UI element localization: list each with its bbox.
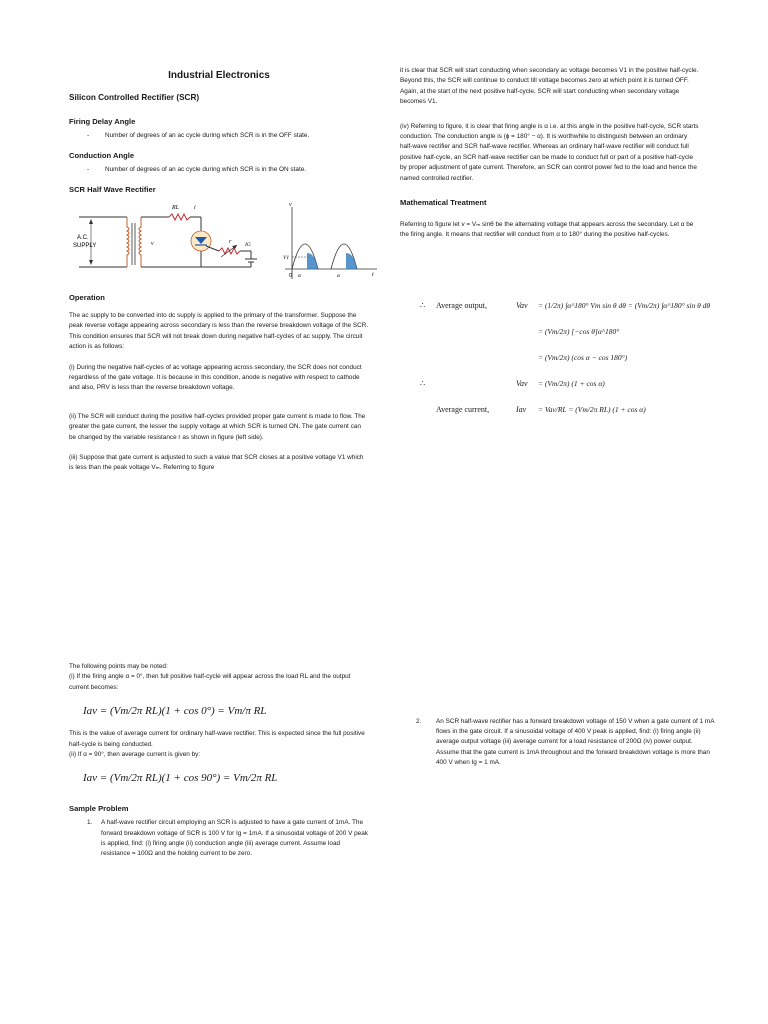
note-i-after: This is the value of average current for ordinary half-wave rectifier. This is expected since the full positive half-cycle is being conducted. bbox=[69, 730, 365, 748]
scr-circuit-diagram bbox=[69, 199, 379, 289]
math-paragraph: Referring to figure let v = Vₘ sinθ be the alternating voltage that appears across the secondary. Let α be the firing angle. It means that rectifier will conduct from α to 180° during the positive half-cycles. bbox=[400, 221, 694, 239]
eq-line-3 bbox=[420, 344, 720, 370]
x-axis-label: t bbox=[372, 272, 374, 278]
operation-item-ii: (ii) The SCR will conduct during the positive half-cycles provided proper gate current is made to flow. The greater the gate current, the lesser the supply voltage at which SCR is turned ON. The gate current can be changed by the variable resistance r as shown in figure (left side). bbox=[69, 412, 366, 441]
conduction-bullet: - Number of degrees of an ac cycle during which SCR is in the ON state. bbox=[87, 166, 307, 173]
sample-2-text: An SCR half-wave rectifier has a forward breakdown voltage of 150 V when a gate current of 1 mA flows in the gate circuit. If a sinusoidal voltage of 400 V peak is applied, find: (i) firing angle (ii) average output voltage (iii) average current for a load resistance of 200Ω (iv) power output. Assume that the gate current is 1mA throughout and the forward breakdown voltage is more than 400 V when Ig = 1 mA. bbox=[436, 718, 715, 766]
sample-problem-2 bbox=[416, 717, 716, 768]
eq-line-1-rhs: = (1/2π) ∫α^180° Vm sin θ dθ = (Vm/2π) ∫α^180° sin θ dθ bbox=[538, 300, 711, 310]
avg-current-label: Average current, bbox=[436, 404, 490, 414]
conduction-heading: Conduction Angle bbox=[69, 151, 135, 160]
sample-1-number: 1. bbox=[87, 819, 93, 827]
left-lower-block bbox=[69, 662, 369, 859]
eq-line-4-rhs: = (Vm/2π) (1 + cos α) bbox=[538, 378, 605, 388]
note-ii-equation bbox=[69, 760, 369, 796]
alpha-label-2: α bbox=[337, 273, 340, 279]
i-label: i bbox=[194, 205, 196, 211]
eq-line-4 bbox=[420, 370, 720, 396]
r-label: r bbox=[229, 239, 232, 245]
right-column bbox=[400, 66, 700, 241]
section-heading-scr: Silicon Controlled Rectifier (SCR) bbox=[69, 93, 200, 102]
therefore-symbol-1: ∴ bbox=[420, 300, 426, 310]
document-title: Industrial Electronics bbox=[168, 70, 270, 81]
supply-label-1: A.C. bbox=[77, 235, 89, 241]
sample-heading: Sample Problem bbox=[69, 804, 129, 814]
note-i-equation-text: Iav = (Vm/2π RL)(1 + cos 0°) = Vm/π RL bbox=[83, 705, 267, 718]
left-column bbox=[69, 66, 374, 474]
notes-heading: The following points may be noted: bbox=[69, 663, 168, 670]
v-label: v bbox=[151, 241, 154, 247]
firing-bullet: - Number of degrees of an ac cycle during which SCR is in the OFF state. bbox=[87, 132, 310, 139]
conduction-bullet-text: Number of degrees of an ac cycle during which SCR is in the ON state. bbox=[105, 166, 307, 173]
alpha-label-1: α bbox=[298, 273, 301, 279]
eq-line-5 bbox=[420, 396, 720, 422]
avg-output-label: Average output, bbox=[436, 300, 487, 310]
eq-line-1-lhs: Vav bbox=[516, 300, 528, 310]
operation-item-i: (i) During the negative half-cycles of ac voltage appearing across secondary, the SCR does not conduct regardless of the gate voltage. It is because in this condition, anode is negative with respect to cathode and also, PRV is less than the reverse breakdown voltage. bbox=[69, 363, 362, 392]
scr-circuit-figure bbox=[69, 199, 374, 289]
note-ii-equation-text: Iav = (Vm/2π RL)(1 + cos 90°) = Vm/2π RL bbox=[83, 772, 278, 785]
math-equations bbox=[420, 292, 720, 422]
operation-heading: Operation bbox=[69, 293, 105, 302]
sample-problem-1 bbox=[69, 818, 369, 859]
note-i: (i) If the firing angle α = 0°, then full positive half-cycle will appear across the load RL and the output current becomes: bbox=[69, 673, 351, 691]
firing-bullet-text: Number of degrees of an ac cycle during which SCR is in the OFF state. bbox=[105, 132, 310, 139]
eq-line-1 bbox=[420, 292, 720, 318]
eq-line-5-rhs: = Vav/RL = (Vm/2π RL) (1 + cos α) bbox=[538, 404, 646, 414]
operation-paragraph: The ac supply to be converted into dc supply is applied to the primary of the transformer. Suppose the peak reverse voltage appearing across secondary is less than the reverse breakdown voltage of the SCR. This condition ensures that SCR will not break down during negative half-cycles of ac supply. The circuit action is as follows: bbox=[69, 312, 369, 351]
eq-line-5-lhs: Iav bbox=[516, 404, 527, 414]
origin-label: 0 bbox=[289, 273, 293, 279]
rl-label: RL bbox=[172, 205, 180, 211]
firing-heading: Firing Delay Angle bbox=[69, 117, 136, 126]
half-wave-heading: SCR Half Wave Rectifier bbox=[69, 185, 156, 194]
sample-2-number: 2. bbox=[416, 718, 422, 725]
eq-line-2-rhs: = (Vm/2π) [−cos θ]α^180° bbox=[538, 326, 620, 336]
sample-2-item bbox=[416, 717, 716, 768]
math-heading: Mathematical Treatment bbox=[400, 198, 487, 208]
sample-1-text: A half-wave rectifier circuit employing an SCR is adjusted to have a gate current of 1mA. The forward breakdown voltage of SCR is 100 V for Ig = 1mA. If a sinusoidal voltage of 200 V peak is applied, find: (i) firing angle (ii) conduction angle (iii) average current. Assume load resistance = 100Ω and the holding current to be zero. bbox=[101, 819, 368, 858]
eq-line-2 bbox=[420, 318, 720, 344]
ig-label: IG bbox=[245, 242, 251, 248]
therefore-symbol-2: ∴ bbox=[420, 378, 426, 388]
eq-line-4-lhs: Vav bbox=[516, 378, 528, 388]
y-axis-label: v bbox=[289, 202, 292, 208]
note-ii: (ii) If α = 90°, then average current is given by: bbox=[69, 751, 201, 759]
v1-label: V1 bbox=[283, 255, 290, 261]
supply-label-2: SUPPLY bbox=[73, 243, 97, 249]
eq-line-3-rhs: = (Vm/2π) (cos α − cos 180°) bbox=[538, 352, 628, 362]
note-i-equation bbox=[69, 693, 369, 729]
right-paragraph-1: it is clear that SCR will start conducting when secondary ac voltage becomes V1 in the positive half-cycle. Beyond this, the SCR will continue to conduct till voltage becomes zero at which point it is turned OFF. Again, at the start of the next positive half-cycle, SCR will start conducting when secondary voltage becomes V1. bbox=[400, 67, 699, 106]
operation-item-iv: (iv) Referring to figure, it is clear that firing angle is α i.e. at this angle in the positive half-cycle, SCR starts conduction. The conduction angle is (ϕ = 180° − α). It is worthwhile to distinguish between an ordinary half-wave rectifier and SCR half-wave rectifier. Whereas an ordinary half-wave rectifier will conduct full positive half-cycle, an SCR half-wave rectifier can be made to conduct full or part of a positive half-cycle by proper adjustment of gate current. Therefore, an SCR can control power fed to the load and hence the named controlled rectifier. bbox=[400, 122, 699, 182]
operation-item-iii: (iii) Suppose that gate current is adjusted to such a value that SCR closes at a positive voltage V1 which is less than the peak voltage Vₘ. Referring to figure bbox=[69, 454, 364, 472]
